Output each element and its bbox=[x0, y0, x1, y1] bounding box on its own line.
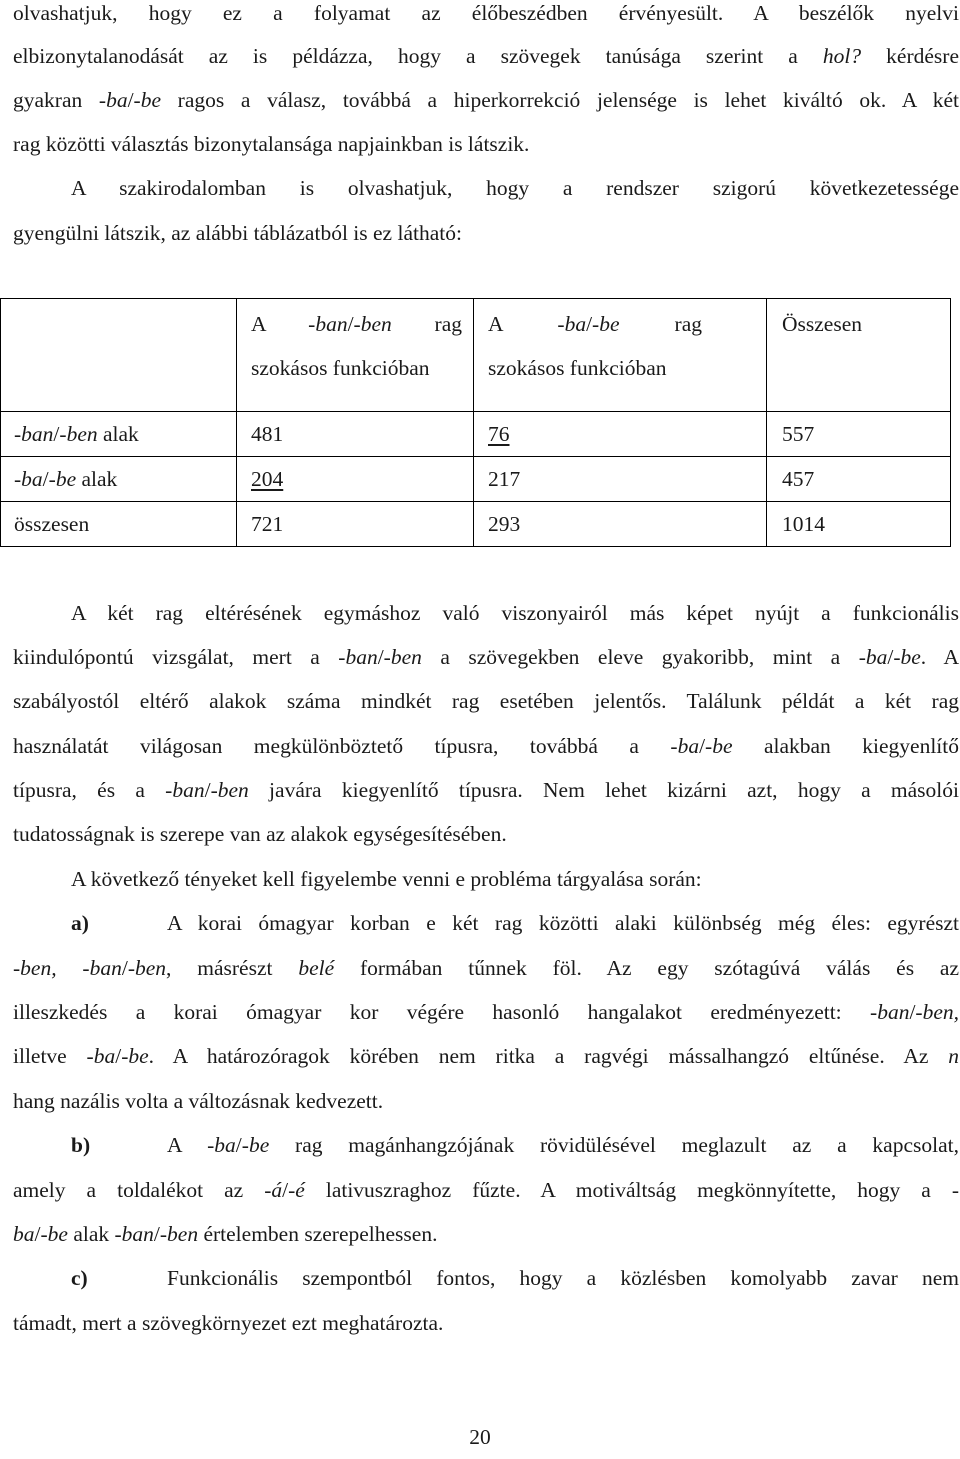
table-cell: 457 bbox=[767, 457, 951, 502]
table-row bbox=[1, 457, 951, 502]
text-line: támadt, mert a szövegkörnyezet ezt meghatározta. bbox=[13, 1311, 444, 1335]
text-line: amely a toldalékot az -á/-é lativuszraghoz fűzte. A motiváltság megkönnyítette, hogy a - bbox=[13, 1178, 959, 1202]
text-line: szabályostól eltérő alakok száma mindkét rag esetében jelentős. Találunk példát a két rag bbox=[13, 689, 959, 713]
table-row bbox=[1, 412, 951, 457]
text-line: illeszkedés a korai ómagyar kor végére hasonló hangalakot eredményezett: -ban/-ben, bbox=[13, 1000, 959, 1024]
table-row bbox=[1, 502, 951, 547]
table-cell: 721 bbox=[237, 502, 474, 547]
text-line: típusra, és a -ban/-ben javára kiegyenlítő típusra. Nem lehet kizárni azt, hogy a másolói bbox=[13, 778, 959, 802]
list-item-c: c) Funkcionális szempontból fontos, hogy a közlésben komolyabb zavar nem bbox=[71, 1266, 959, 1290]
table-cell: 481 bbox=[237, 412, 474, 457]
text-line: A következő tényeket kell figyelembe venni e probléma tárgyalása során: bbox=[71, 867, 702, 891]
item-label: c) bbox=[71, 1266, 88, 1290]
table-cell: 293 bbox=[474, 502, 767, 547]
header-cell-ba-be: A -ba/-be rag szokásos funkcióban bbox=[474, 299, 767, 412]
text-line: gyengülni látszik, az alábbi táblázatból is ez látható: bbox=[13, 221, 462, 245]
text-line: A szakirodalomban is olvashatjuk, hogy a rendszer szigorú következetessége bbox=[71, 176, 959, 200]
text-line: gyakran -ba/-be ragos a válasz, továbbá a hiperkorrekció jelensége is lehet kiváltó ok. A két bbox=[13, 88, 959, 112]
row-label: -ba/-be alak bbox=[1, 457, 237, 502]
item-label: b) bbox=[71, 1133, 91, 1157]
item-label: a) bbox=[71, 911, 89, 935]
text-line: olvashatjuk, hogy ez a folyamat az élőbeszédben érvényesült. A beszélők nyelvi bbox=[13, 1, 959, 25]
row-label: -ban/-ben alak bbox=[1, 412, 237, 457]
frequency-table bbox=[0, 298, 951, 547]
text-line: -ben, -ban/-ben, másrészt belé formában tűnnek föl. Az egy szótagúvá válás és az bbox=[13, 956, 959, 980]
header-cell-total: Összesen bbox=[767, 299, 951, 412]
table-cell: 217 bbox=[474, 457, 767, 502]
text-line: elbizonytalanodását az is példázza, hogy a szövegek tanúsága szerint a hol? kérdésre bbox=[13, 44, 959, 68]
text-line: ba/-be alak -ban/-ben értelemben szerepelhessen. bbox=[13, 1222, 438, 1246]
text-line: A két rag eltérésének egymáshoz való viszonyairól más képet nyújt a funkcionális bbox=[71, 601, 959, 625]
list-item-b: b) A -ba/-be rag magánhangzójának rövidülésével meglazult az a kapcsolat, bbox=[71, 1133, 959, 1157]
table-cell: 1014 bbox=[767, 502, 951, 547]
header-cell-ban-ben: A -ban/-ben rag szokásos funkcióban bbox=[237, 299, 474, 412]
list-item-a: a) A korai ómagyar korban e két rag közötti alaki különbség még éles: egyrészt bbox=[71, 911, 959, 935]
table-cell: 76 bbox=[474, 412, 767, 457]
text-line: rag közötti választás bizonytalansága napjainkban is látszik. bbox=[13, 132, 530, 156]
text-line: kiindulópontú vizsgálat, mert a -ban/-ben a szövegekben eleve gyakoribb, mint a -ba/-be. A bbox=[13, 645, 959, 669]
text-line: hang nazális volta a változásnak kedvezett. bbox=[13, 1089, 384, 1113]
header-empty-cell bbox=[1, 299, 237, 412]
text-line: illetve -ba/-be. A határozóragok körében nem ritka a ragvégi mássalhangzó eltűnése. Az n bbox=[13, 1044, 959, 1068]
text-line: tudatosságnak is szerepe van az alakok egységesítésében. bbox=[13, 822, 507, 846]
table-header-row bbox=[1, 299, 951, 412]
row-label: összesen bbox=[1, 502, 237, 547]
table-cell: 204 bbox=[237, 457, 474, 502]
page-number: 20 bbox=[469, 1425, 491, 1449]
table-cell: 557 bbox=[767, 412, 951, 457]
text-line: használatát világosan megkülönböztető típusra, továbbá a -ba/-be alakban kiegyenlítő bbox=[13, 734, 959, 758]
